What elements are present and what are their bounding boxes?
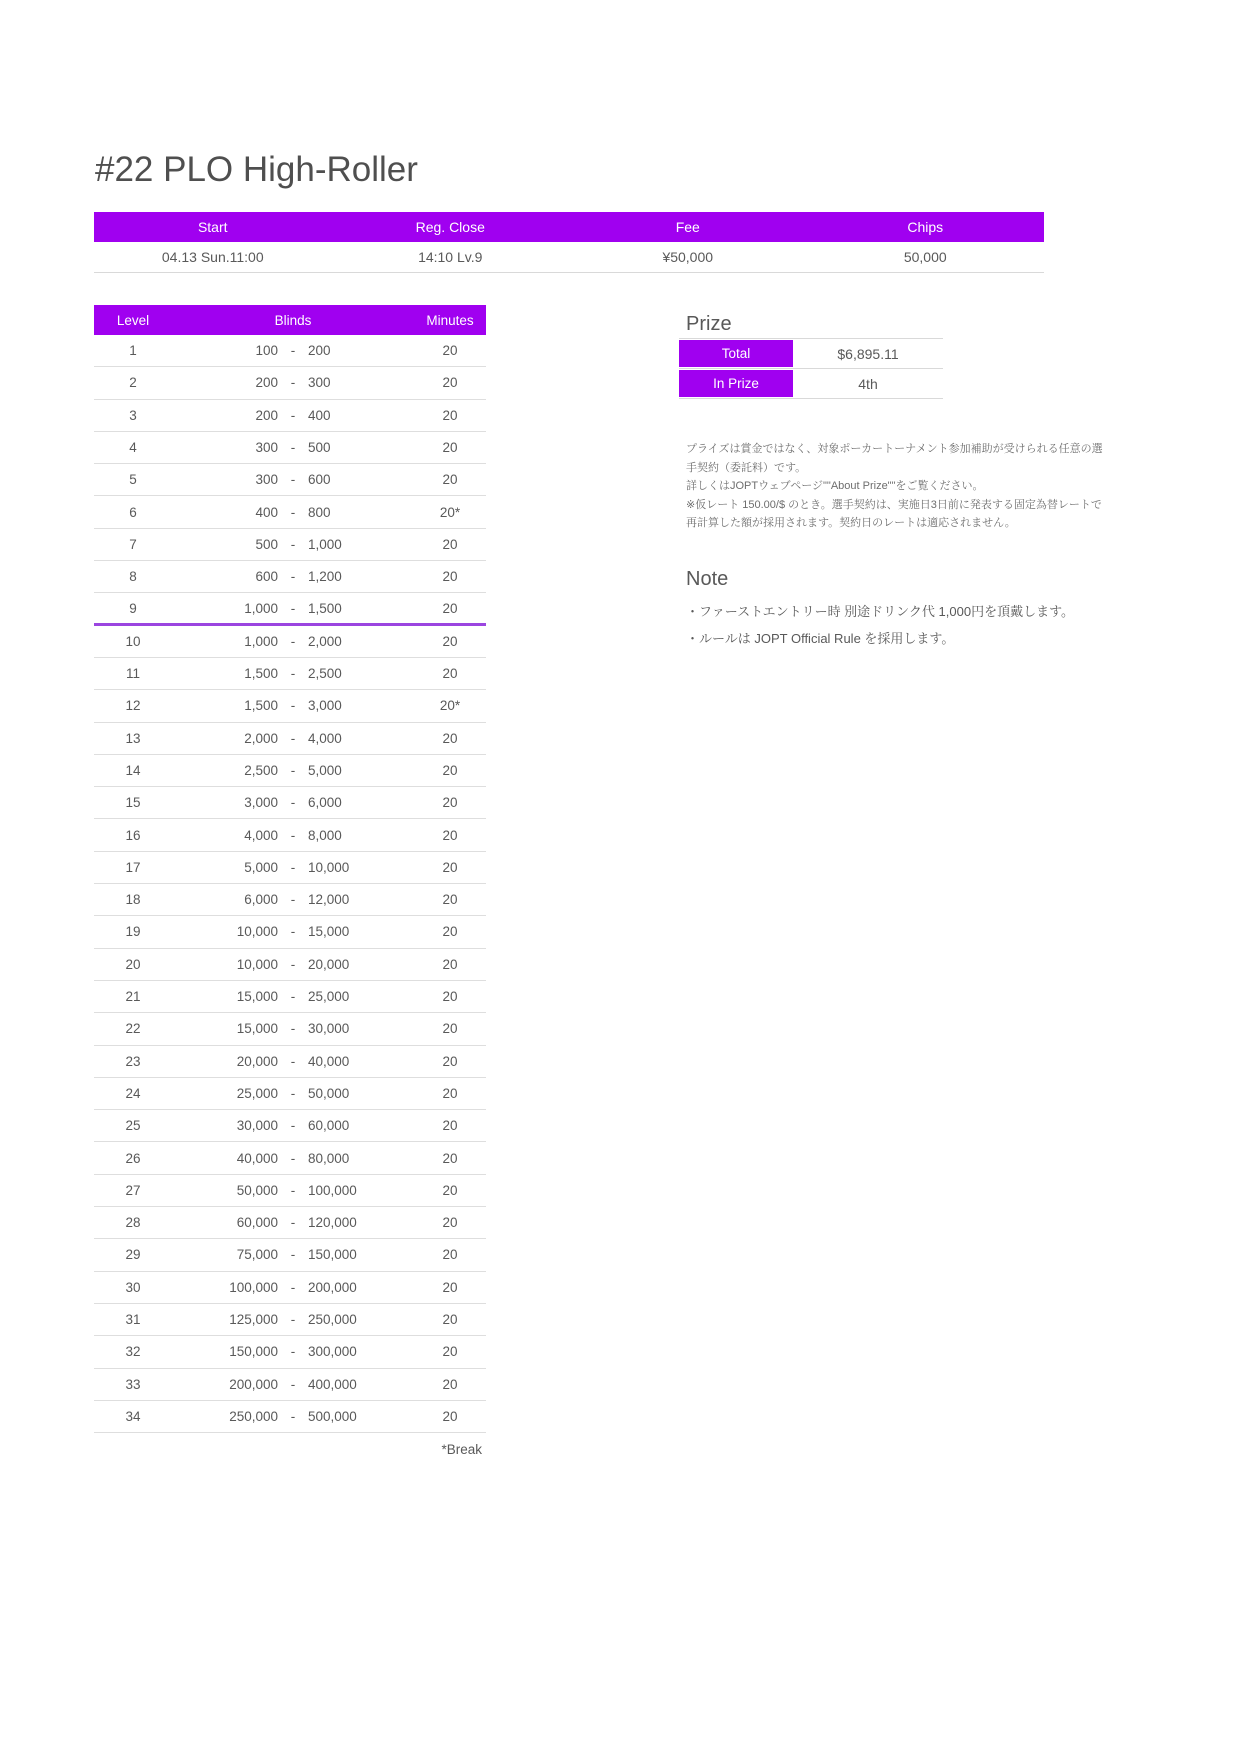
blind-dash: -	[290, 343, 296, 359]
small-blind-cell: 300	[255, 440, 278, 456]
minutes-cell: 20	[442, 1182, 458, 1198]
small-blind-cell: 60,000	[236, 1215, 278, 1231]
big-blind-cell: 500,000	[308, 1408, 357, 1424]
minutes-cell: 20	[442, 472, 458, 488]
column-header-blinds: Blinds	[274, 312, 312, 328]
minutes-cell: 20	[442, 989, 458, 1005]
structure-row	[94, 852, 486, 884]
minutes-cell: 20	[442, 440, 458, 456]
level-cell: 13	[125, 730, 141, 746]
structure-row	[94, 884, 486, 916]
small-blind-cell: 1,000	[244, 633, 278, 649]
big-blind-cell: 25,000	[308, 989, 350, 1005]
blind-dash: -	[290, 375, 296, 391]
column-header-minutes: Minutes	[426, 312, 474, 328]
small-blind-cell: 150,000	[229, 1344, 278, 1360]
small-blind-cell: 250,000	[229, 1408, 278, 1424]
small-blind-cell: 300	[255, 472, 278, 488]
column-header-level: Level	[116, 312, 150, 328]
small-blind-cell: 200	[255, 375, 278, 391]
minutes-cell: 20	[442, 1279, 458, 1295]
big-blind-cell: 2,500	[308, 666, 342, 682]
level-cell: 8	[129, 569, 137, 585]
structure-row	[94, 1078, 486, 1110]
blind-structure-table	[94, 305, 486, 1457]
page-title: #22 PLO High-Roller	[95, 150, 418, 189]
prize-row-value: $6,895.11	[837, 345, 899, 362]
small-blind-cell: 4,000	[244, 827, 278, 843]
minutes-cell: 20	[442, 1312, 458, 1328]
minutes-cell: 20	[442, 600, 458, 616]
structure-row	[94, 690, 486, 722]
prize-row-label: Total	[679, 339, 793, 368]
level-cell: 21	[125, 989, 141, 1005]
minutes-cell: 20	[442, 1085, 458, 1101]
big-blind-cell: 5,000	[308, 763, 342, 778]
structure-row	[94, 561, 486, 593]
small-blind-cell: 400	[255, 504, 278, 520]
minutes-cell: 20	[442, 407, 458, 423]
blind-dash: -	[290, 1182, 296, 1198]
big-blind-cell: 40,000	[308, 1053, 350, 1069]
level-cell: 10	[125, 633, 141, 649]
small-blind-cell: 1,500	[244, 698, 278, 714]
structure-row	[94, 916, 486, 948]
big-blind-cell: 1,500	[308, 600, 342, 616]
minutes-cell: 20	[442, 956, 458, 972]
small-blind-cell: 100	[255, 343, 278, 359]
small-blind-cell: 3,000	[244, 795, 278, 811]
info-column-header: Reg. Close	[415, 219, 485, 235]
level-cell: 30	[125, 1279, 141, 1295]
small-blind-cell: 20,000	[236, 1053, 278, 1069]
big-blind-cell: 4,000	[308, 730, 342, 746]
minutes-cell: 20	[442, 1053, 458, 1069]
structure-row	[94, 1046, 486, 1078]
note-heading: Note	[686, 568, 729, 590]
prize-note-line: プライズは賞金ではなく、対象ポーカートーナメント参加補助が受けられる任意の選	[686, 443, 1103, 455]
structure-row	[94, 432, 486, 464]
blind-dash: -	[290, 956, 296, 972]
blind-dash: -	[290, 795, 296, 811]
big-blind-cell: 12,000	[308, 892, 350, 908]
structure-row	[94, 496, 486, 528]
prize-note-line: 手契約（委託料）です。	[686, 461, 807, 474]
big-blind-cell: 8,000	[308, 827, 342, 843]
level-cell: 12	[125, 698, 141, 714]
structure-row	[94, 335, 486, 367]
big-blind-cell: 6,000	[308, 795, 342, 811]
level-cell: 19	[125, 924, 141, 940]
small-blind-cell: 6,000	[244, 892, 278, 908]
small-blind-cell: 200	[255, 407, 278, 423]
structure-row	[94, 949, 486, 981]
level-cell: 24	[125, 1085, 141, 1101]
minutes-cell: 20	[442, 827, 458, 843]
minutes-cell: 20	[442, 1021, 458, 1037]
blind-dash: -	[290, 859, 296, 875]
blind-dash: -	[290, 666, 296, 682]
structure-table-body	[94, 335, 486, 1433]
minutes-cell: 20	[442, 1344, 458, 1360]
small-blind-cell: 2,000	[244, 730, 278, 746]
minutes-cell: 20	[442, 795, 458, 811]
tournament-info-bar	[94, 212, 1044, 273]
structure-row	[94, 1110, 486, 1142]
level-cell: 1	[129, 343, 137, 359]
structure-row	[94, 626, 486, 658]
info-column-header: Fee	[675, 219, 700, 235]
big-blind-cell: 120,000	[308, 1215, 357, 1231]
structure-row	[94, 464, 486, 496]
small-blind-cell: 25,000	[236, 1085, 278, 1101]
big-blind-cell: 10,000	[308, 859, 350, 875]
info-column-value: 14:10 Lv.9	[418, 249, 483, 265]
minutes-cell: 20	[442, 1118, 458, 1134]
big-blind-cell: 500	[308, 440, 331, 456]
structure-row	[94, 367, 486, 399]
level-cell: 17	[125, 859, 141, 875]
structure-row	[94, 819, 486, 851]
level-cell: 14	[125, 763, 141, 778]
structure-row	[94, 1142, 486, 1174]
prize-note-line: ※仮レート 150.00/$ のとき。選手契約は、実施日3日前に発表する固定為替レートで	[686, 498, 1102, 511]
level-cell: 31	[125, 1312, 141, 1328]
prize-note-line: 再計算した額が採用されます。契約日のレートは適応されません。	[686, 517, 1016, 529]
blind-dash: -	[290, 1215, 296, 1231]
small-blind-cell: 200,000	[229, 1376, 278, 1392]
structure-row	[94, 787, 486, 819]
big-blind-cell: 60,000	[308, 1118, 350, 1134]
minutes-cell: 20	[442, 633, 458, 649]
blind-dash: -	[290, 569, 296, 585]
big-blind-cell: 250,000	[308, 1312, 357, 1328]
small-blind-cell: 1,500	[244, 666, 278, 682]
blind-dash: -	[290, 763, 296, 778]
level-cell: 23	[125, 1053, 141, 1069]
structure-row	[94, 529, 486, 561]
minutes-cell: 20	[442, 1408, 458, 1424]
info-column-value: ¥50,000	[662, 249, 714, 265]
blind-dash: -	[290, 924, 296, 940]
structure-row	[94, 1304, 486, 1336]
minutes-cell: 20	[442, 569, 458, 585]
level-cell: 25	[125, 1118, 141, 1134]
structure-row	[94, 1336, 486, 1368]
small-blind-cell: 2,500	[244, 763, 278, 778]
info-column-header: Chips	[907, 219, 944, 235]
minutes-cell: 20	[442, 536, 458, 552]
small-blind-cell: 30,000	[236, 1118, 278, 1134]
blind-dash: -	[290, 1053, 296, 1069]
small-blind-cell: 10,000	[236, 956, 278, 972]
break-footnote: *Break	[441, 1442, 482, 1458]
big-blind-cell: 2,000	[308, 633, 342, 649]
prize-row-label: In Prize	[679, 369, 793, 398]
blind-dash: -	[290, 730, 296, 746]
big-blind-cell: 200,000	[308, 1279, 357, 1295]
small-blind-cell: 5,000	[244, 859, 278, 875]
small-blind-cell: 125,000	[229, 1312, 278, 1328]
info-column-value: 04.13 Sun.11:00	[161, 249, 264, 265]
blind-dash: -	[290, 1150, 296, 1166]
level-cell: 16	[125, 827, 141, 843]
structure-header-row	[94, 305, 486, 335]
small-blind-cell: 40,000	[236, 1150, 278, 1166]
big-blind-cell: 15,000	[308, 924, 350, 940]
small-blind-cell: 15,000	[236, 1021, 278, 1037]
note-bullet: ・ルールは JOPT Official Rule を採用します。	[686, 631, 955, 646]
structure-row	[94, 1013, 486, 1045]
level-cell: 6	[129, 504, 137, 520]
blind-dash: -	[290, 1376, 296, 1392]
level-cell: 27	[125, 1182, 141, 1198]
structure-row	[94, 400, 486, 432]
small-blind-cell: 10,000	[236, 924, 278, 940]
info-value-row	[94, 242, 1044, 273]
minutes-cell: 20	[442, 1150, 458, 1166]
level-cell: 7	[129, 536, 137, 552]
small-blind-cell: 600	[255, 569, 278, 585]
level-cell: 2	[129, 375, 137, 391]
note-list	[686, 598, 1074, 652]
small-blind-cell: 100,000	[229, 1279, 278, 1295]
info-column-header: Start	[197, 219, 228, 235]
blind-dash: -	[290, 472, 296, 488]
level-cell: 22	[125, 1021, 141, 1037]
level-cell: 18	[125, 892, 141, 908]
level-cell: 3	[129, 407, 137, 423]
small-blind-cell: 500	[255, 536, 278, 552]
info-column-value: 50,000	[903, 249, 947, 265]
blind-dash: -	[290, 1021, 296, 1037]
blind-dash: -	[290, 1085, 296, 1101]
prize-note-line: 詳しくはJOPTウェブページ""About Prize""をご覧ください。	[686, 480, 984, 492]
big-blind-cell: 150,000	[308, 1247, 357, 1263]
blind-dash: -	[290, 1312, 296, 1328]
blind-dash: -	[290, 504, 296, 520]
big-blind-cell: 400	[308, 407, 331, 423]
blind-dash: -	[290, 633, 296, 649]
structure-row	[94, 658, 486, 690]
minutes-cell: 20	[442, 343, 458, 359]
minutes-cell: 20	[442, 924, 458, 940]
level-cell: 15	[125, 795, 141, 811]
structure-row	[94, 1272, 486, 1304]
big-blind-cell: 50,000	[308, 1085, 350, 1101]
big-blind-cell: 800	[308, 504, 331, 520]
structure-row	[94, 755, 486, 787]
prize-row	[679, 339, 943, 369]
small-blind-cell: 75,000	[236, 1247, 278, 1263]
minutes-cell: 20	[442, 730, 458, 746]
big-blind-cell: 400,000	[308, 1376, 357, 1392]
level-cell: 32	[125, 1344, 141, 1360]
level-cell: 28	[125, 1215, 141, 1231]
structure-row	[94, 1207, 486, 1239]
blind-dash: -	[290, 1247, 296, 1263]
blind-dash: -	[290, 600, 296, 616]
structure-row	[94, 1239, 486, 1271]
structure-row	[94, 1369, 486, 1401]
minutes-cell: 20	[442, 859, 458, 875]
prize-row	[679, 369, 943, 399]
level-cell: 29	[125, 1247, 141, 1263]
structure-row	[94, 593, 486, 625]
big-blind-cell: 80,000	[308, 1150, 350, 1166]
small-blind-cell: 1,000	[244, 600, 278, 616]
structure-row	[94, 981, 486, 1013]
level-cell: 33	[125, 1376, 141, 1392]
big-blind-cell: 200	[308, 343, 331, 359]
big-blind-cell: 600	[308, 472, 331, 488]
minutes-cell: 20	[442, 1376, 458, 1392]
blind-dash: -	[290, 989, 296, 1005]
blind-dash: -	[290, 1408, 296, 1424]
level-cell: 9	[129, 600, 137, 616]
level-cell: 26	[125, 1150, 141, 1166]
prize-heading: Prize	[686, 313, 732, 335]
big-blind-cell: 30,000	[308, 1021, 350, 1037]
big-blind-cell: 100,000	[308, 1182, 357, 1198]
minutes-cell: 20*	[439, 504, 461, 520]
blind-dash: -	[290, 1344, 296, 1360]
small-blind-cell: 15,000	[236, 989, 278, 1005]
blind-dash: -	[290, 827, 296, 843]
minutes-cell: 20	[442, 666, 458, 682]
minutes-cell: 20	[442, 375, 458, 391]
minutes-cell: 20	[442, 892, 458, 908]
blind-dash: -	[290, 1118, 296, 1134]
big-blind-cell: 1,200	[308, 569, 342, 585]
blind-dash: -	[290, 1279, 296, 1295]
blind-dash: -	[290, 440, 296, 456]
structure-row	[94, 1401, 486, 1433]
info-header-row	[94, 212, 1044, 242]
big-blind-cell: 3,000	[308, 698, 342, 714]
minutes-cell: 20*	[439, 698, 461, 714]
minutes-cell: 20	[442, 763, 458, 778]
note-bullet: ・ファーストエントリー時 別途ドリンク代 1,000円を頂戴します。	[686, 604, 1075, 619]
structure-row	[94, 1175, 486, 1207]
level-cell: 11	[125, 666, 140, 682]
big-blind-cell: 300,000	[308, 1344, 357, 1360]
prize-row-value: 4th	[858, 375, 878, 392]
prize-table	[679, 338, 943, 399]
minutes-cell: 20	[442, 1247, 458, 1263]
blind-dash: -	[290, 536, 296, 552]
level-cell: 4	[129, 440, 137, 456]
big-blind-cell: 20,000	[308, 956, 350, 972]
level-cell: 5	[129, 472, 137, 488]
small-blind-cell: 50,000	[236, 1182, 278, 1198]
prize-notes	[686, 440, 1103, 533]
blind-dash: -	[290, 892, 296, 908]
structure-row	[94, 723, 486, 755]
blind-dash: -	[290, 407, 296, 423]
big-blind-cell: 300	[308, 375, 331, 391]
minutes-cell: 20	[442, 1215, 458, 1231]
big-blind-cell: 1,000	[308, 536, 342, 552]
level-cell: 34	[125, 1408, 141, 1424]
level-cell: 20	[125, 956, 141, 972]
blind-dash: -	[290, 698, 296, 714]
